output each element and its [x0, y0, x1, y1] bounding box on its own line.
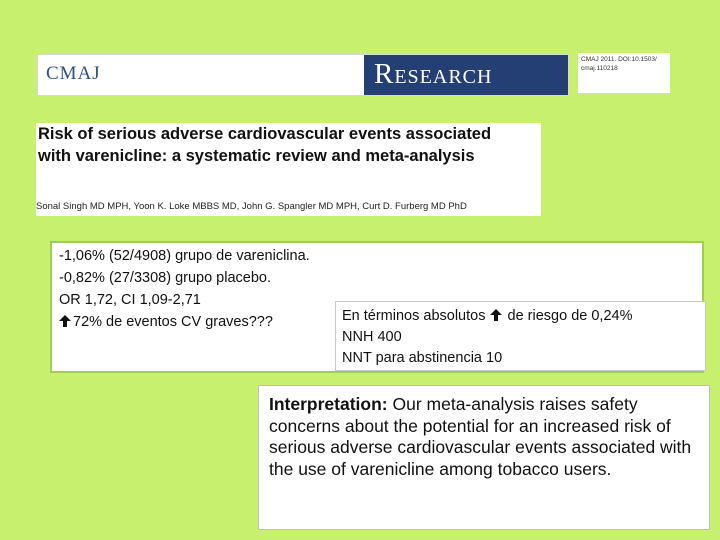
- section-label: Research: [374, 58, 493, 90]
- stat-relative-increase-text: 72% de eventos CV graves???: [73, 314, 273, 330]
- article-title-card: [36, 123, 541, 216]
- article-title-line-2: with varenicline: a systematic review and meta-analysis: [38, 147, 475, 165]
- absolute-risk-post: de riesgo de 0,24%: [503, 308, 633, 324]
- banner-section-area: [364, 55, 568, 95]
- stat-varenicline-group: -1,06% (52/4908) grupo de vareniclina.: [59, 248, 310, 264]
- arrow-up-icon: [59, 315, 71, 327]
- absolute-risk-box: [335, 301, 706, 371]
- interpretation-label: Interpretation:: [269, 394, 388, 414]
- article-title: [38, 123, 538, 167]
- nnh-line: NNH 400: [342, 329, 402, 345]
- absolute-risk-line: [342, 306, 699, 327]
- absolute-risk-pre: En términos absolutos: [342, 308, 490, 324]
- journal-banner: [37, 54, 569, 96]
- citation-line-2: cmaj.110218: [581, 65, 618, 72]
- arrow-up-icon: [490, 309, 502, 321]
- journal-logo: CMAJ: [46, 63, 101, 84]
- stat-relative-increase: [59, 314, 273, 330]
- citation-box: [578, 53, 670, 93]
- interpretation-box: [258, 385, 710, 530]
- article-title-line-1: Risk of serious adverse cardiovascular events associated: [38, 125, 492, 143]
- citation-line-1: CMAJ 2011. DOI:10.1503/: [581, 56, 657, 63]
- stat-odds-ratio: OR 1,72, CI 1,09-2,71: [59, 292, 201, 308]
- stat-placebo-group: -0,82% (27/3308) grupo placebo.: [59, 270, 272, 286]
- interpretation-body: Our meta-analysis raises safety concerns about the potential for an increased risk of serious adverse cardiovascular events associated with the use of varenicline among tobacco users.: [269, 394, 692, 479]
- banner-logo-area: [38, 55, 363, 95]
- interpretation-text: [269, 394, 699, 480]
- author-list: Sonal Singh MD MPH, Yoon K. Loke MBBS MD, John G. Spangler MD MPH, Curt D. Furberg MD PhD: [36, 201, 467, 212]
- nnt-line: NNT para abstinencia 10: [342, 350, 503, 366]
